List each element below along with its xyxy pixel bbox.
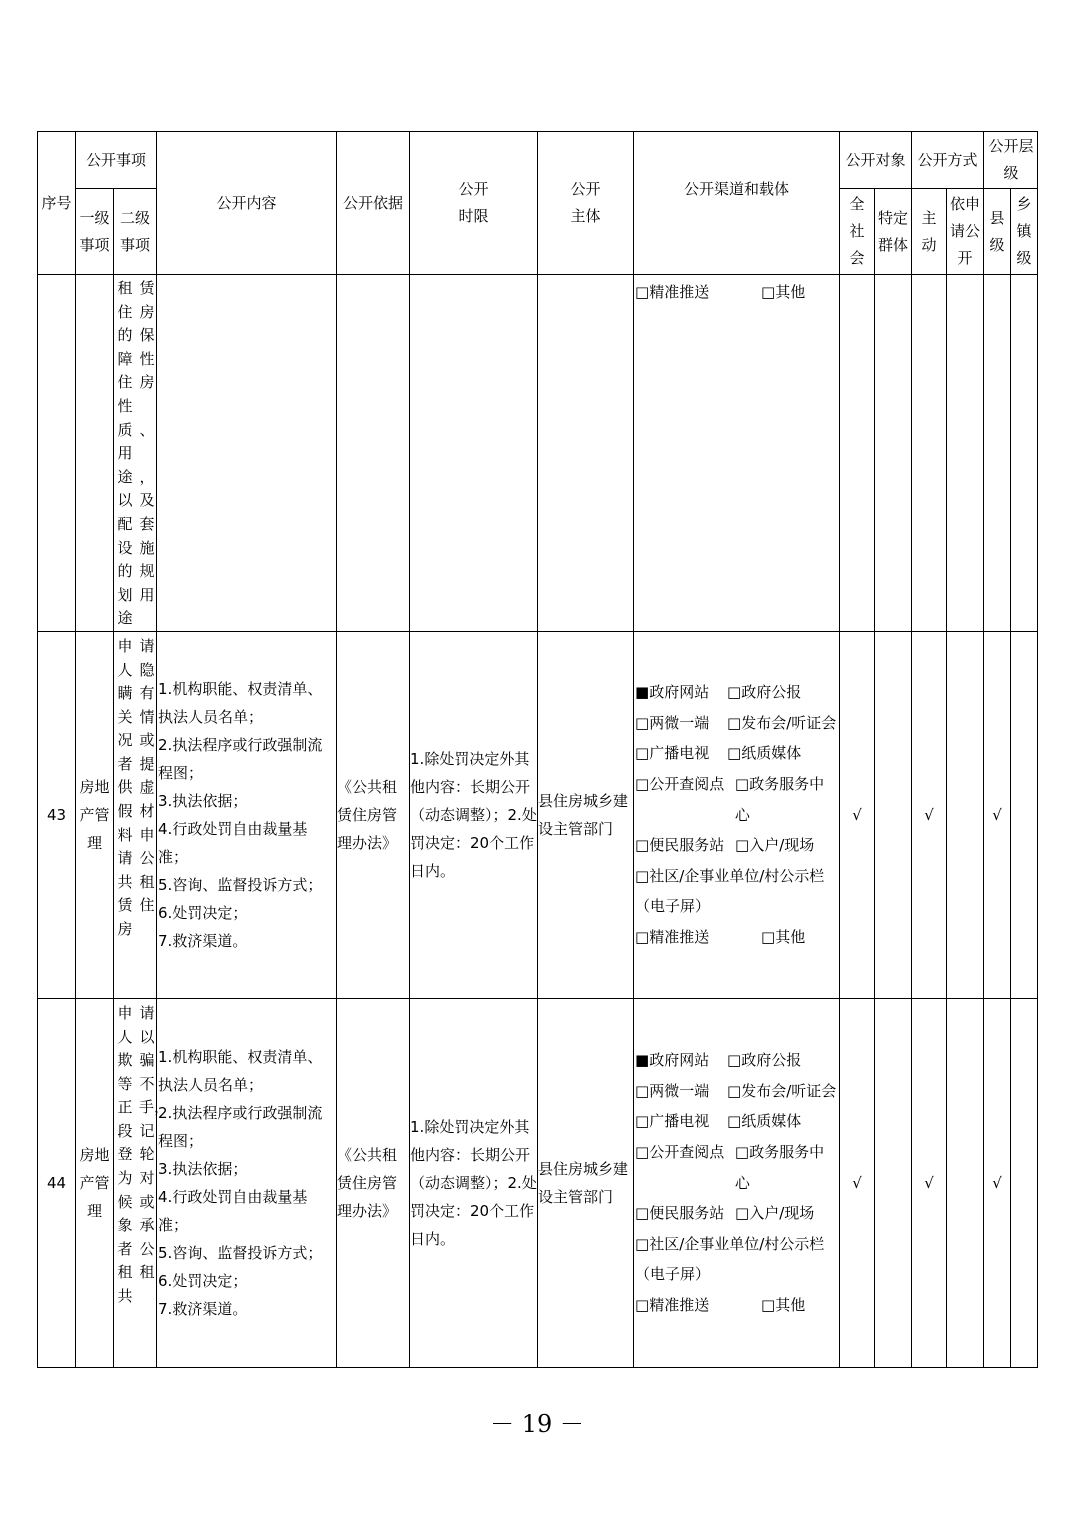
channel-item: □精准推送	[635, 927, 710, 946]
page-number: － 19 －	[490, 1410, 584, 1438]
header-method-request: 依申请公开	[947, 189, 984, 275]
row-all	[840, 275, 875, 632]
row-channels	[634, 631, 840, 998]
channel-item: □两微一端	[635, 1081, 710, 1100]
channel-item: □政府公报	[727, 683, 802, 702]
row-group	[875, 998, 912, 1367]
channel-item: □入户/现场	[735, 836, 815, 855]
channel-item: ■政府网站	[635, 1051, 710, 1070]
row-limit: 1.除处罚决定外其他内容：长期公开（动态调整）；2.处罚决定：20个工作日内。	[410, 631, 538, 998]
channel-item: ■政府网站	[635, 683, 710, 702]
row-active: √	[912, 631, 947, 998]
row-all: √	[840, 631, 875, 998]
disclosure-table	[37, 131, 1038, 1368]
row-subject: 县住房城乡建设主管部门	[538, 631, 634, 998]
header-target: 公开对象	[840, 132, 912, 189]
header-method-active: 主动	[912, 189, 947, 275]
header-target-all: 全社会	[840, 189, 875, 275]
header-subject: 公开主体	[538, 132, 634, 275]
row-subject	[538, 275, 634, 632]
table-row	[38, 275, 1038, 632]
row-content	[157, 275, 337, 632]
row-limit	[410, 275, 538, 632]
row-limit: 1.除处罚决定外其他内容：长期公开（动态调整）；2.处罚决定：20个工作日内。	[410, 998, 538, 1367]
header-seq: 序号	[38, 132, 76, 275]
row-county: √	[984, 998, 1011, 1367]
table-row	[38, 998, 1038, 1367]
header-content: 公开内容	[157, 132, 337, 275]
row-level2-right: 赁房保性房 、 ，及套施规用	[139, 279, 155, 604]
channel-item: □纸质媒体	[727, 744, 802, 763]
channel-item: □公开查阅点	[635, 1143, 725, 1162]
channel-item: □政务服务中心	[734, 1143, 825, 1192]
header-level-town: 乡镇级	[1011, 189, 1038, 275]
row-level2-right: 请隐有情或提虚材申公租住	[139, 636, 155, 915]
channel-item: □政务服务中心	[734, 775, 825, 824]
row-content: 1.机构职能、权责清单、执法人员名单； 2.执法程序或行政强制流程图； 3.执法依据； 4.行政处罚自由裁量基准； 5.咨询、监督投诉方式； 6.处罚决定； 7.救济渠道。	[157, 631, 337, 998]
header-method: 公开方式	[912, 132, 984, 189]
channel-item: □政府公报	[727, 1051, 802, 1070]
row-basis: 《公共租赁住房管理办法》	[337, 998, 410, 1367]
channel-item: □精准推送	[635, 283, 710, 301]
header-level-county: 县级	[984, 189, 1011, 275]
row-group	[875, 275, 912, 632]
row-town	[1011, 998, 1038, 1367]
header-level: 公开层级	[984, 132, 1038, 189]
channel-item: □社区/企事业单位/村公示栏（电子屏）	[635, 1234, 825, 1284]
channel-item: □广播电视	[635, 744, 710, 763]
channel-item: □广播电视	[635, 1112, 710, 1131]
channel-item: □发布会/听证会	[727, 1081, 837, 1100]
row-town	[1011, 275, 1038, 632]
channel-item: □社区/企事业单位/村公示栏（电子屏）	[635, 866, 825, 916]
header-target-group: 特定群体	[875, 189, 912, 275]
channel-item: □其他	[761, 283, 806, 301]
row-basis	[337, 275, 410, 632]
row-content: 1.机构职能、权责清单、执法人员名单； 2.执法程序或行政强制流程图； 3.执法依据； 4.行政处罚自由裁量基准； 5.咨询、监督投诉方式； 6.处罚决定； 7.救济渠道。	[157, 998, 337, 1367]
row-all: √	[840, 998, 875, 1367]
row-level1: 房地产管理	[76, 998, 114, 1367]
channel-item: □精准推送	[635, 1295, 710, 1314]
channel-item: □其他	[761, 1295, 806, 1314]
channel-item: □入户/现场	[735, 1204, 815, 1223]
row-level2	[114, 631, 157, 998]
row-level2-left: 租住的障住性质用途以配设的划途	[117, 279, 133, 628]
channel-item: □便民服务站	[635, 1204, 725, 1223]
row-seq: 43	[38, 631, 76, 998]
header-items: 公开事项	[76, 132, 157, 189]
row-channels	[634, 998, 840, 1367]
channel-item: □纸质媒体	[727, 1112, 802, 1131]
row-channels	[634, 275, 840, 632]
header-limit: 公开时限	[410, 132, 538, 275]
channel-item: □其他	[761, 927, 806, 946]
row-subject: 县住房城乡建设主管部门	[538, 998, 634, 1367]
channel-item: □公开查阅点	[635, 775, 725, 794]
row-level1	[76, 275, 114, 632]
table-row	[38, 631, 1038, 998]
row-level2	[114, 275, 157, 632]
header-basis: 公开依据	[337, 132, 410, 275]
row-level2	[114, 998, 170, 1367]
row-basis: 《公共租赁住房管理办法》	[337, 631, 410, 998]
row-level2-right: 请以骗不手，记轮对或承公租	[139, 1003, 170, 1282]
row-seq: 44	[38, 998, 76, 1367]
row-group	[875, 631, 912, 998]
row-county: √	[984, 631, 1011, 998]
row-level1: 房地产管理	[76, 631, 114, 998]
header-level2: 二级事项	[114, 189, 157, 275]
header-channels: 公开渠道和载体	[634, 132, 840, 275]
row-active: √	[912, 998, 947, 1367]
channel-item: □发布会/听证会	[727, 713, 837, 732]
row-level2-left: 申人瞒关况者供假料请共赁房	[117, 636, 133, 939]
row-active	[912, 275, 947, 632]
row-request	[947, 275, 984, 632]
channel-item: □便民服务站	[635, 836, 725, 855]
row-town	[1011, 631, 1038, 998]
row-level2-left: 申人欺等正段登为候象者租共	[117, 1003, 133, 1306]
row-request	[947, 631, 984, 998]
row-seq	[38, 275, 76, 632]
row-county	[984, 275, 1011, 632]
row-request	[947, 998, 984, 1367]
channel-item: □两微一端	[635, 713, 710, 732]
header-level1: 一级事项	[76, 189, 114, 275]
